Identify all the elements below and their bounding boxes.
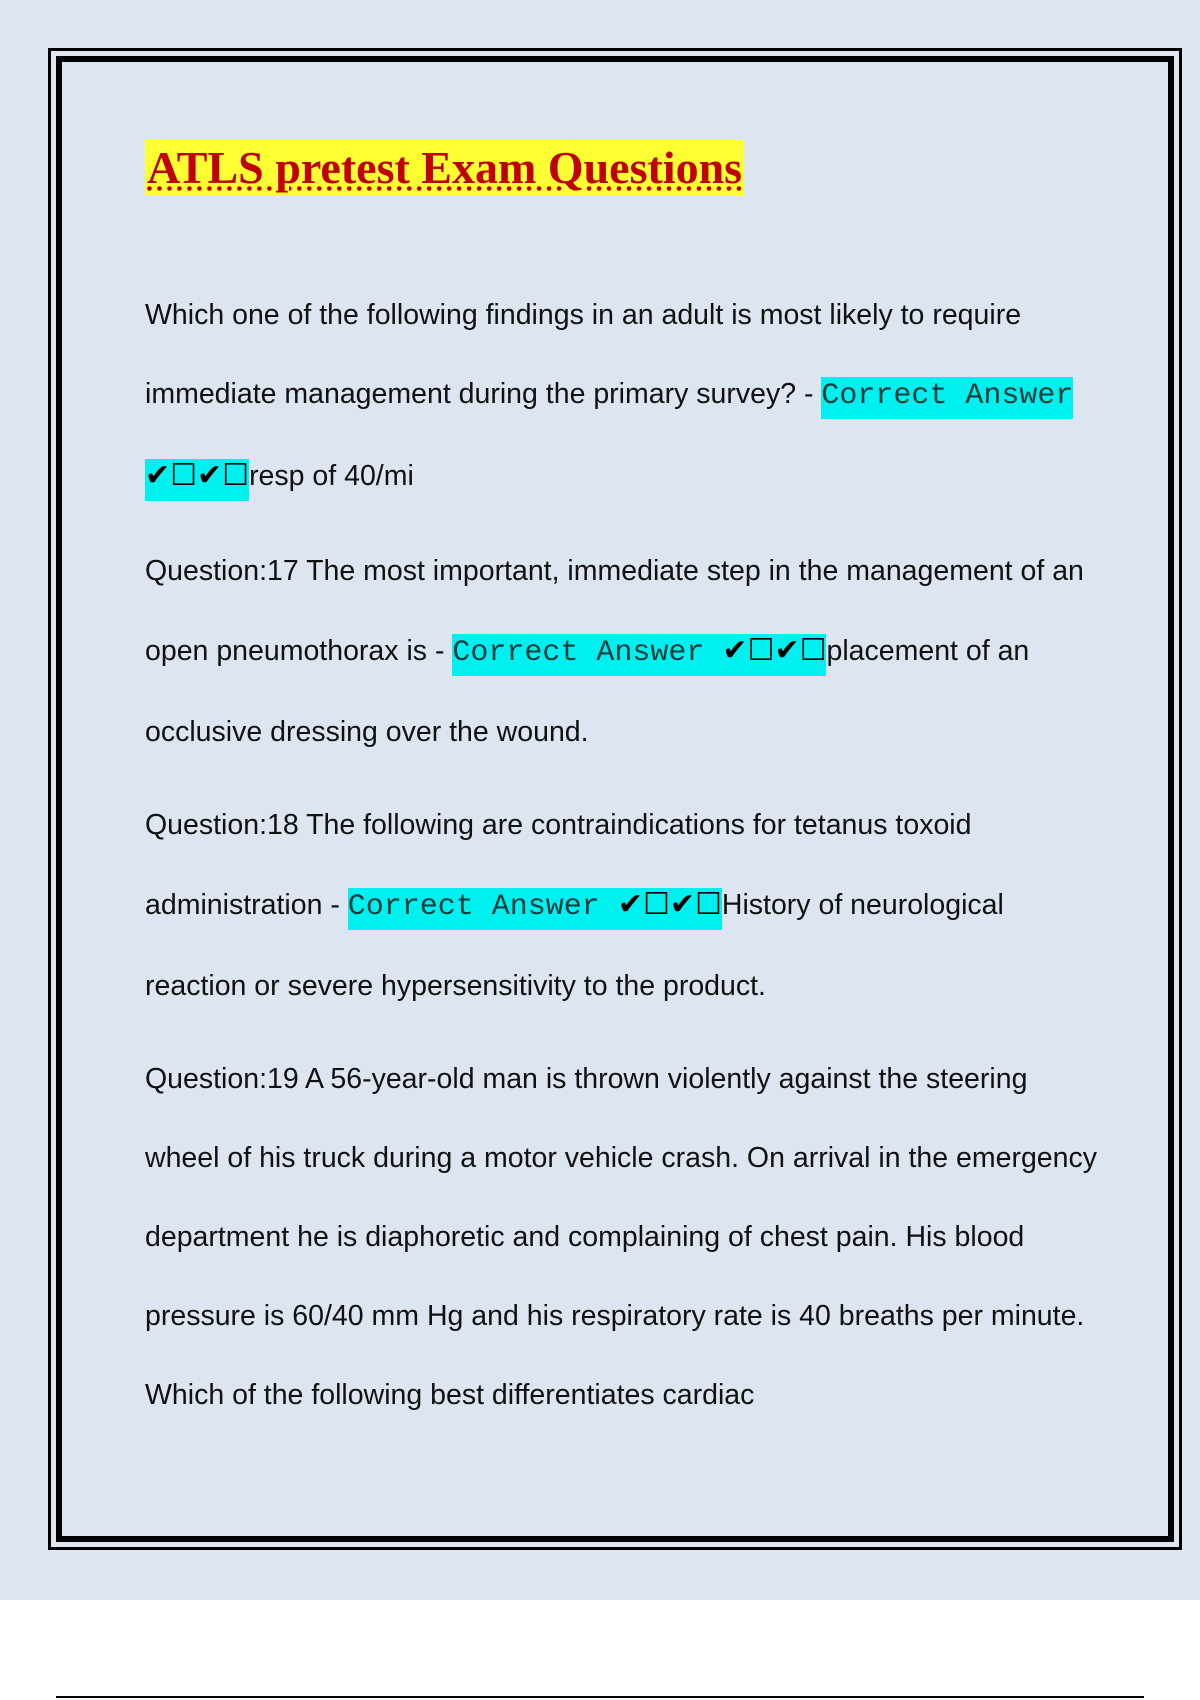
answer-text: resp of 40/mi <box>249 460 414 492</box>
answer-label: Correct Answer <box>347 890 600 924</box>
question-item <box>145 276 1105 518</box>
question-text: Which one of the following findings in an adult is most likely to require immediate management during the primary survey? - <box>145 299 1022 410</box>
answer-label: Correct Answer <box>821 379 1074 413</box>
question-text: Question:17 The most important, immediate step in the management of an open pneumothorax is - <box>145 555 1084 667</box>
document-body <box>145 140 1105 1435</box>
question-item: Question:19 A 56-year-old man is thrown violently against the steering wheel of his truck during a motor vehicle crash. On arrival in the emergency department he is diaphoretic and complaining of chest pain. His blood pressure is 60/40 mm Hg and his respiratory rate is 40 breaths per minute. Which of the following best differentiates cardiac <box>145 1063 1098 1411</box>
footer-rule <box>56 1696 1144 1698</box>
answer-label: Correct Answer <box>452 636 705 670</box>
check-box-icon: ✔☐✔☐ <box>722 633 827 668</box>
check-box-icon: ✔☐✔☐ <box>145 458 250 493</box>
check-box-icon: ✔☐✔☐ <box>617 887 722 922</box>
question-text: Question:18 The following are contraindications for tetanus toxoid administration - <box>145 809 972 921</box>
question-item <box>145 532 1105 772</box>
answer-text: History of neurological reaction or severe hypersensitivity to the product. <box>145 889 1004 1002</box>
document-title: ATLS pretest Exam Questions <box>145 140 744 196</box>
correct-answer-badge <box>452 634 826 676</box>
correct-answer-badge <box>348 888 722 930</box>
answer-text: placement of an occlusive dressing over the wound. <box>145 635 1030 748</box>
question-item <box>145 786 1105 1026</box>
